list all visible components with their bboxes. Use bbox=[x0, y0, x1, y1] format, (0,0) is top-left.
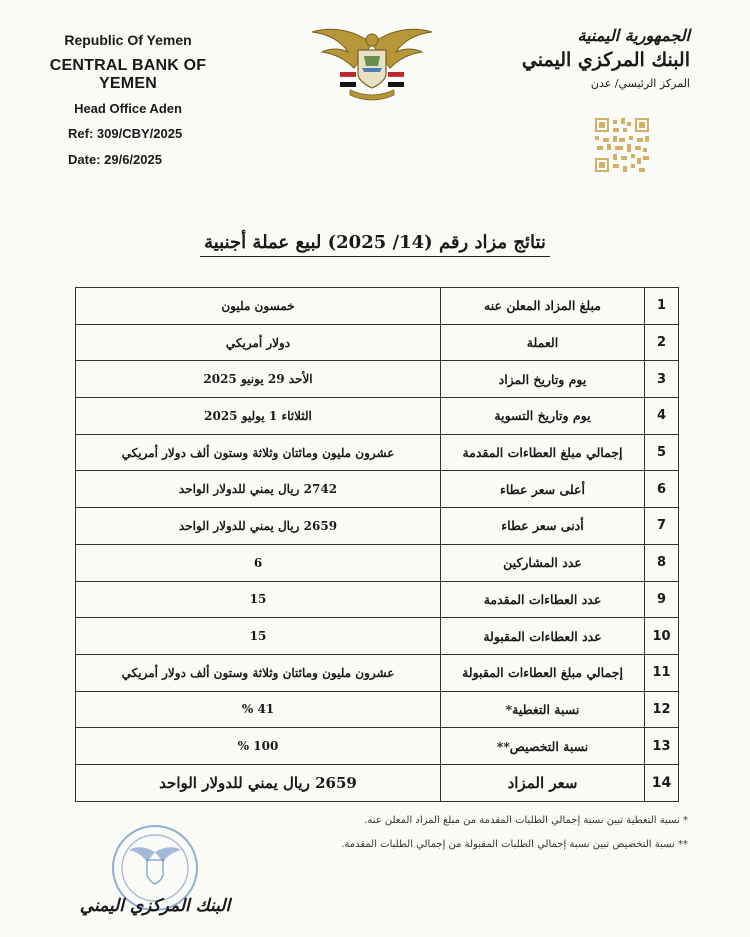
office-name-en: Head Office Aden bbox=[74, 101, 182, 116]
row-number: 4 bbox=[645, 398, 679, 435]
row-label: عدد العطاءات المقبولة bbox=[441, 618, 645, 655]
row-label: العملة bbox=[441, 324, 645, 361]
row-value: دولار أمريكي bbox=[76, 324, 441, 361]
auction-results-table bbox=[75, 287, 679, 802]
row-value: الثلاثاء 1 يوليو 2025 bbox=[76, 398, 441, 435]
row-label: نسبة التغطية* bbox=[441, 691, 645, 728]
table-row bbox=[76, 471, 679, 508]
bank-name-ar: البنك المركزي اليمني bbox=[521, 49, 690, 71]
country-name-en: Republic Of Yemen bbox=[64, 32, 192, 48]
row-number: 7 bbox=[645, 508, 679, 545]
row-label: إجمالي مبلغ العطاءات المقبولة bbox=[441, 654, 645, 691]
row-label: يوم وتاريخ التسوية bbox=[441, 398, 645, 435]
row-label: سعر المزاد bbox=[441, 764, 645, 801]
table-row bbox=[76, 324, 679, 361]
table-row bbox=[76, 728, 679, 765]
row-label: أعلى سعر عطاء bbox=[441, 471, 645, 508]
qr-code-icon bbox=[595, 118, 649, 172]
row-number: 13 bbox=[645, 728, 679, 765]
row-value: 41 % bbox=[76, 691, 441, 728]
row-number: 3 bbox=[645, 361, 679, 398]
footnote-coverage: * نسبة التغطية تبين نسبة إجمالي الطلبات المقدمة من مبلغ المزاد المعلن عنه. bbox=[364, 815, 688, 826]
document-title bbox=[150, 232, 600, 253]
document-date: Date: 29/6/2025 bbox=[68, 152, 162, 167]
row-value: خمسون مليون bbox=[76, 288, 441, 325]
row-number: 5 bbox=[645, 434, 679, 471]
row-number: 6 bbox=[645, 471, 679, 508]
table-row bbox=[76, 288, 679, 325]
table-row bbox=[76, 434, 679, 471]
row-value: 15 bbox=[76, 618, 441, 655]
row-number: 1 bbox=[645, 288, 679, 325]
row-value: 100 % bbox=[76, 728, 441, 765]
letterhead-english bbox=[28, 32, 228, 116]
office-name-ar: المركز الرئيسي/ عدن bbox=[590, 77, 690, 90]
row-value: 2659 ريال يمني للدولار الواحد bbox=[76, 764, 441, 801]
row-number: 8 bbox=[645, 544, 679, 581]
row-value: الأحد 29 يونيو 2025 bbox=[76, 361, 441, 398]
row-label: يوم وتاريخ المزاد bbox=[441, 361, 645, 398]
table-row bbox=[76, 544, 679, 581]
row-number: 2 bbox=[645, 324, 679, 361]
row-value: 2659 ريال يمني للدولار الواحد bbox=[76, 508, 441, 545]
table-row bbox=[76, 654, 679, 691]
document-title-text: نتائج مزاد رقم (14/ 2025) لبيع عملة أجنبية bbox=[200, 232, 550, 257]
yemen-eagle-emblem-icon bbox=[310, 22, 434, 102]
letterhead-arabic bbox=[470, 26, 690, 90]
row-label: عدد المشاركين bbox=[441, 544, 645, 581]
row-label: إجمالي مبلغ العطاءات المقدمة bbox=[441, 434, 645, 471]
row-number: 9 bbox=[645, 581, 679, 618]
row-value: 15 bbox=[76, 581, 441, 618]
row-value: عشرون مليون ومائتان وثلاثة وستون ألف دولار أمريكي bbox=[76, 654, 441, 691]
bank-name-en: CENTRAL BANK OF YEMEN bbox=[49, 57, 207, 92]
footnotes bbox=[268, 815, 688, 863]
row-label: عدد العطاءات المقدمة bbox=[441, 581, 645, 618]
row-number: 11 bbox=[645, 654, 679, 691]
table-row bbox=[76, 764, 679, 801]
row-value: عشرون مليون ومائتان وثلاثة وستون ألف دولار أمريكي bbox=[76, 434, 441, 471]
row-label: أدنى سعر عطاء bbox=[441, 508, 645, 545]
table-row bbox=[76, 691, 679, 728]
table-row bbox=[76, 508, 679, 545]
row-number: 14 bbox=[645, 764, 679, 801]
footnote-allocation: ** نسبة التخصيص تبين نسبة إجمالي الطلبات المقبولة من إجمالي الطلبات المقدمة. bbox=[341, 839, 688, 850]
reference-number: Ref: 309/CBY/2025 bbox=[68, 126, 183, 141]
row-label: مبلغ المزاد المعلن عنه bbox=[441, 288, 645, 325]
row-value: 6 bbox=[76, 544, 441, 581]
row-value: 2742 ريال يمني للدولار الواحد bbox=[76, 471, 441, 508]
table-row bbox=[76, 618, 679, 655]
country-name-ar: الجمهورية اليمنية bbox=[577, 26, 690, 45]
table-row bbox=[76, 581, 679, 618]
stamp-bank-name: البنك المركزي اليمني bbox=[79, 896, 231, 916]
table-row bbox=[76, 398, 679, 435]
row-label: نسبة التخصيص** bbox=[441, 728, 645, 765]
row-number: 12 bbox=[645, 691, 679, 728]
table-row bbox=[76, 361, 679, 398]
row-number: 10 bbox=[645, 618, 679, 655]
